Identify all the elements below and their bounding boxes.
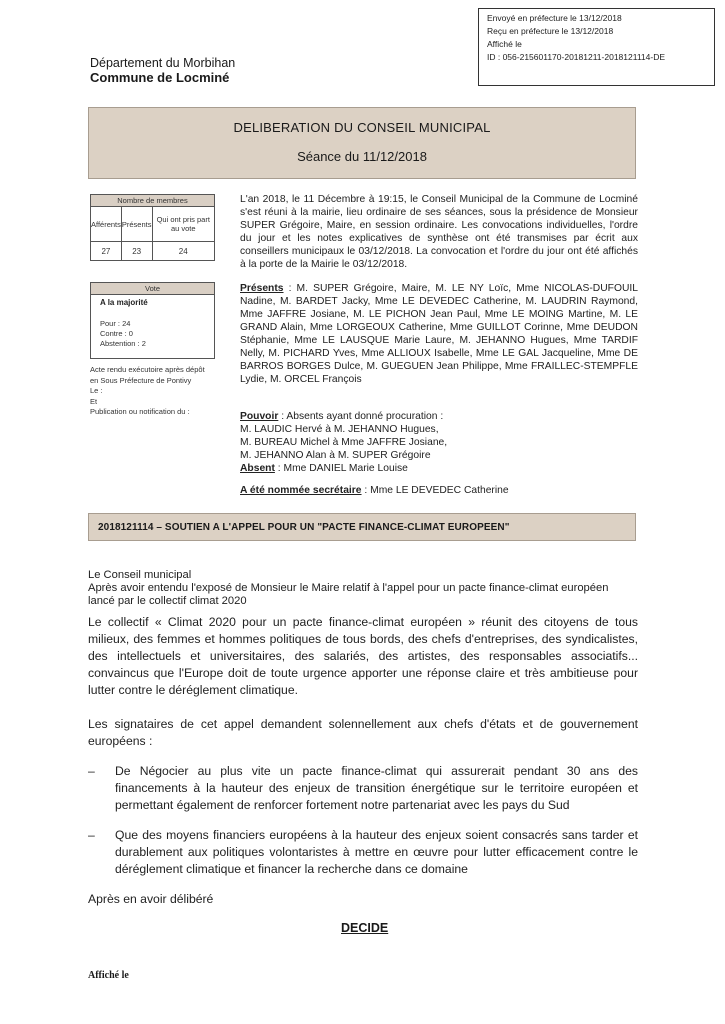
proxy-line: M. JEHANNO Alan à M. SUPER Grégoire xyxy=(240,450,431,461)
members-value-presents: 23 xyxy=(121,242,152,261)
presents-paragraph xyxy=(240,282,638,386)
stamp-received: Reçu en préfecture le 13/12/2018 xyxy=(487,26,614,36)
acte-line: Publication ou notification du : xyxy=(90,407,190,416)
department-name: Département du Morbihan xyxy=(90,56,236,70)
document-title: DELIBERATION DU CONSEIL MUNICIPAL xyxy=(233,120,491,135)
intro-paragraph: L'an 2018, le 11 Décembre à 19:15, le Conseil Municipal de la Commune de Locminé s'est réuni à la mairie, lieu ordinaire de ses séances, sous la présidence de Monsieur SUPER Grégoire, Maire, en session ordinaire. Les convocations individuelles, l'ordre du jour et les notes explicatives de synthèse ont été transmises par écrit aux conseillers municipaux le 03/12/2018. La convocation et l'ordre du jour ont été affichés à la porte de la Mairie le 03/12/2018. xyxy=(240,194,638,270)
members-header-presents: Présents xyxy=(121,207,152,242)
secretary-line xyxy=(240,485,509,496)
absent-text: : Mme DANIEL Marie Louise xyxy=(274,463,408,474)
commune-name: Commune de Locminé xyxy=(90,70,230,85)
proxy-line: M. BUREAU Michel à Mme JAFFRE Josiane, xyxy=(240,437,448,448)
prefecture-stamp xyxy=(478,8,715,86)
demand-text: De Négocier au plus vite un pacte finance-climat qui assurerait pendant 30 ans des financements à la hauteur des enjeux de transition énergétique sur le territoire européen et permettant également de renforcer fortement notre partenariat avec les pays du Sud xyxy=(115,764,638,812)
secretary-name: : Mme LE DEVEDEC Catherine xyxy=(361,485,509,496)
footer-affiche: Affiché le xyxy=(88,970,129,981)
dash-icon: – xyxy=(88,828,95,842)
pouvoir-intro: : Absents ayant donné procuration : xyxy=(278,411,444,422)
members-value-afferents: 27 xyxy=(91,242,122,261)
acte-executoire xyxy=(90,365,220,418)
dash-icon: – xyxy=(88,764,95,778)
pouvoir-label: Pouvoir xyxy=(240,411,279,422)
body-delibere: Après en avoir délibéré xyxy=(88,892,214,906)
acte-line: Acte rendu exécutoire après dépôt xyxy=(90,365,205,374)
stamp-posted: Affiché le xyxy=(487,39,522,49)
members-header-afferents: Afférents xyxy=(91,207,122,242)
pouvoir-section xyxy=(240,410,638,475)
decide-heading: DECIDE xyxy=(341,921,389,935)
secretary-label: A été nommée secrétaire xyxy=(240,485,362,496)
absent-label: Absent xyxy=(240,463,275,474)
members-value-votants: 24 xyxy=(152,242,215,261)
presents-list: : M. SUPER Grégoire, Maire, M. LE NY Loïc, Mme NICOLAS-DUFOUIL Nadine, M. BARDET Jacky, Mme LE DEVEDEC Catherine, M. LAUDRIN Raymond, Mme JAFFRE Josiane, M. LE PICHON Jean Paul, Mme LE MOING Martine, M. LE GRAND Alain, Mme LORGEOUX Catherine, Mme GUILLOT Corinne, Mme DEUDON Stéphanie, Mme LE LAUSQUE Marie Laure, M. JEHANNO Hugues, Mme TARDIF Nelly, M. PICHARD Yves, Mme ALLIOUX Isabelle, Mme LE GAL Jacqueline, Mme DE BARROS BORGES Dulce, M. GUEGUEN Jean Philippe, Mme FRAILLEC-STEMPFLE Lydie, M. ORCEL François xyxy=(240,283,638,385)
stamp-id: ID : 056-215601170-20181211-2018121114-DE xyxy=(487,52,666,62)
stamp-sent: Envoyé en préfecture le 13/12/2018 xyxy=(487,13,622,23)
vote-contre: Contre : 0 xyxy=(100,329,133,338)
acte-line: Le : xyxy=(90,386,103,395)
vote-pour: Pour : 24 xyxy=(100,319,131,328)
vote-abstention: Abstention : 2 xyxy=(100,339,146,348)
vote-title: Vote xyxy=(91,283,214,295)
title-banner xyxy=(88,107,636,179)
members-table-title: Nombre de membres xyxy=(91,195,215,207)
members-header-votants: Qui ont pris part au vote xyxy=(152,207,215,242)
body-expose: Après avoir entendu l'exposé de Monsieur le Maire relatif à l'appel pour un pacte finance-climat européen lancé par le collectif climat 2020 xyxy=(88,582,609,607)
body-collectif: Le collectif « Climat 2020 pour un pacte finance-climat européen » réunit des citoyens de tous milieux, des femmes et hommes politiques de tous bords, des chefs d'entreprises, des syndicalistes, des intellectuels et universitaires, des salariés, des artistes, des responsables associatifs... convaincus que l'Europe doit de toute urgence apporter une réponse claire et très ambitieuse pour lutter contre le déréglement climatique. xyxy=(88,615,638,697)
vote-result: A la majorité xyxy=(100,298,148,307)
subject-banner: 2018121114 – SOUTIEN A L'APPEL POUR UN "PACTE FINANCE-CLIMAT EUROPEEN" xyxy=(88,513,636,541)
demand-item xyxy=(88,763,638,814)
session-date: Séance du 11/12/2018 xyxy=(297,149,427,164)
acte-line: Et xyxy=(90,396,98,406)
vote-box xyxy=(90,282,215,359)
demand-text: Que des moyens financiers européens à la hauteur des enjeux soient consacrés sans tarder et durablement aux politiques volontaristes à mettre en œuvre pour lutter efficacement contre le déréglement climatique et financer la recherche dans ce domaine xyxy=(115,828,638,876)
proxy-line: M. LAUDIC Hervé à M. JEHANNO Hugues, xyxy=(240,424,439,435)
members-table xyxy=(90,194,215,261)
body-signataires: Les signataires de cet appel demandent solennellement aux chefs d'états et de gouvernement européens : xyxy=(88,717,638,748)
acte-line: en Sous Préfecture de Pontivy xyxy=(90,375,192,385)
body-council: Le Conseil municipal xyxy=(88,569,192,581)
presents-label: Présents xyxy=(240,283,284,294)
demand-item xyxy=(88,827,638,878)
